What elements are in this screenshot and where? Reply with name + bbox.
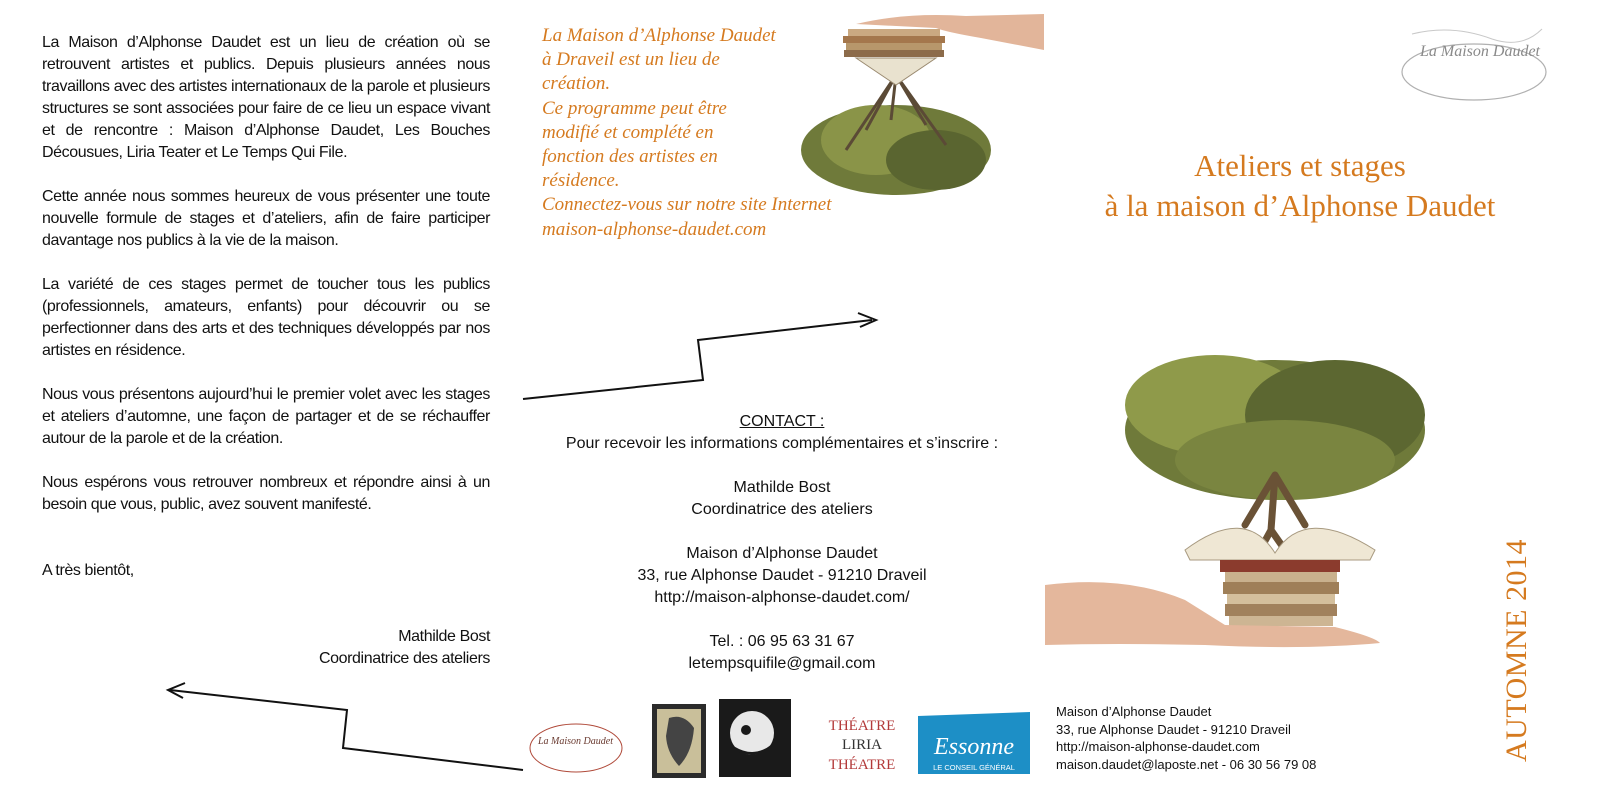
brochure-title [1060, 146, 1540, 226]
essonne-subtext: LE CONSEIL GÉNÉRAL [933, 763, 1015, 772]
program-note-line: fonction des artistes en [542, 146, 718, 168]
arrow-left-icon [165, 680, 527, 775]
tree-on-books-image [1045, 345, 1440, 655]
essonne-logo [918, 712, 1030, 774]
face-sketch-logo [719, 699, 791, 777]
contact-role: Coordinatrice des ateliers [691, 501, 873, 518]
maison-daudet-logo-text: La Maison Daudet [1420, 43, 1540, 60]
contact-tel: Tel. : 06 95 63 31 67 [709, 633, 855, 650]
liria-line-1: THÉATRE [828, 718, 896, 734]
intro-paragraph-2: Cette année nous sommes heureux de vous présenter une toute nouvelle formule de stages et d’ateliers, afin de faire participer davantage nos publics à la vie de la maison. [42, 188, 490, 249]
essonne-text: Essonne [934, 734, 1014, 760]
arrow-right-icon [520, 310, 890, 410]
footer-address [1056, 703, 1316, 773]
brochure-title-line1: Ateliers et stages [1194, 148, 1406, 183]
program-note-line: création. [542, 73, 611, 95]
footer-address-contact: maison.daudet@laposte.net - 06 30 56 79 08 [1056, 756, 1317, 772]
intro-paragraph-1: La Maison d’Alphonse Daudet est un lieu de création où se retrouvent artistes et publics. Depuis plusieurs années nous travaillons avec des artistes internationaux de la parole et plusieurs structures se sont associées pour faire de ce lieu un espace vivant et de rencontre : Maison d’Alphonse Daudet, Les Bouches Décousues, Liria Teater et Le Temps Qui File. [42, 34, 490, 161]
small-logo-text: La Maison Daudet [538, 736, 613, 747]
program-note-line: Ce programme peut être [542, 97, 727, 119]
contact-url[interactable]: http://maison-alphonse-daudet.com/ [654, 589, 910, 606]
program-note-line: résidence. [542, 170, 620, 192]
liria-theatre-logo [829, 717, 896, 773]
program-note-line: maison-alphonse-daudet.com [542, 218, 767, 240]
partner-logos [524, 698, 1039, 784]
contact-subtitle: Pour recevoir les informations complémentaires et s’inscrire : [565, 435, 999, 452]
contact-street: 33, rue Alphonse Daudet - 91210 Draveil [637, 567, 927, 584]
footer-address-line2: 33, rue Alphonse Daudet - 91210 Draveil [1056, 721, 1291, 737]
intro-letter [42, 32, 490, 670]
liria-line-2: LIRIA [842, 737, 882, 753]
program-note-line: à Draveil est un lieu de [542, 49, 720, 71]
brochure-title-line2: à la maison d’Alphonse Daudet [1104, 188, 1496, 223]
footer-address-url[interactable]: http://maison-alphonse-daudet.com [1056, 739, 1260, 754]
contact-name: Mathilde Bost [733, 479, 831, 496]
maison-daudet-small-logo [530, 724, 622, 772]
signature-role: Coordinatrice des ateliers [318, 650, 490, 667]
program-note-line: Connectez-vous sur notre site Internet [542, 194, 832, 216]
contact-email[interactable]: letempsquifile@gmail.com [688, 655, 876, 672]
signature-name: Mathilde Bost [398, 628, 490, 645]
intro-paragraph-4: Nous vous présentons aujourd’hui le premier volet avec les stages et ateliers d’automne, une façon de partager et de se réchauffer autour de la parole et de la création. [42, 386, 490, 447]
season-label: AUTOMNE 2014 [1500, 539, 1533, 762]
signature [42, 626, 490, 670]
contact-org: Maison d’Alphonse Daudet [686, 545, 878, 562]
mask-logo [652, 704, 706, 778]
program-note-line: La Maison d’Alphonse Daudet [542, 25, 776, 46]
maison-daudet-logo [1392, 14, 1552, 104]
contact-title: CONTACT : [739, 413, 825, 430]
liria-line-3: THÉATRE [828, 757, 896, 773]
intro-paragraph-5: Nous espérons vous retrouver nombreux et répondre ainsi à un besoin que vous, public, avez souvent manifesté. [42, 474, 490, 513]
program-note-line: modifié et complété en [542, 121, 714, 143]
hand-books-roots-image [796, 10, 1044, 200]
greeting: A très bientôt, [42, 562, 134, 579]
contact-block [532, 411, 1032, 675]
footer-address-line1: Maison d’Alphonse Daudet [1056, 704, 1212, 719]
intro-paragraph-3: La variété de ces stages permet de toucher tous les publics (professionnels, amateurs, enfants) pour découvrir ou se perfectionner dans des arts et des techniques développés par nos artistes en résidence. [42, 276, 490, 359]
